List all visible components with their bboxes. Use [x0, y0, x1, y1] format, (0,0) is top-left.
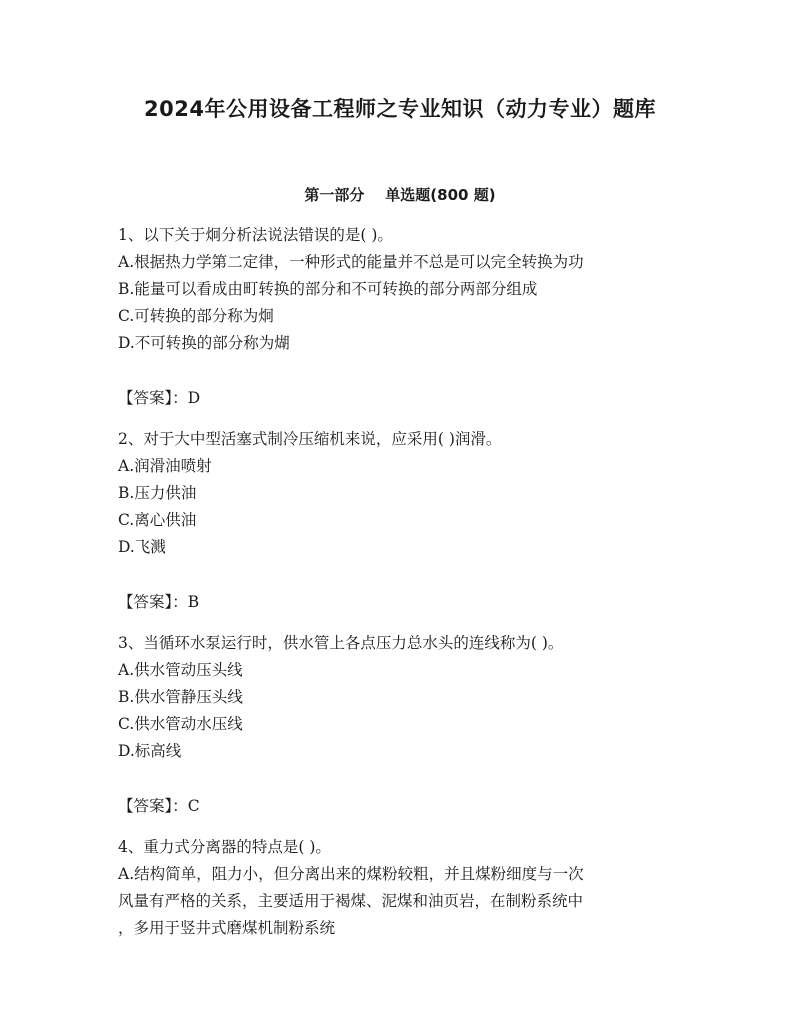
answer-line: 【答案】：D [118, 389, 201, 407]
option-d: D.标高线 [118, 742, 182, 760]
answer-line: 【答案】：C [118, 797, 200, 815]
question-stem: 2、对于大中型活塞式制冷压缩机来说，应采用( )润滑。 [118, 430, 502, 448]
option-d: D.不可转换的部分称为煳 [118, 334, 290, 352]
question-block [118, 426, 678, 561]
question-stem: 3、当循环水泵运行时，供水管上各点压力总水头的连线称为( )。 [118, 634, 564, 652]
option-d: D.飞溅 [118, 538, 166, 556]
option-a: A.结构简单，阻力小，但分离出来的煤粉较粗，并且煤粉细度与一次 [118, 865, 584, 883]
option-b: B.能量可以看成由町转换的部分和不可转换的部分两部分组成 [118, 280, 538, 298]
option-a: A.供水管动压头线 [118, 661, 243, 679]
question-block [118, 222, 678, 357]
question-block [118, 630, 678, 765]
option-a: A.润滑油喷射 [118, 457, 212, 475]
option-c: C.离心供油 [118, 511, 197, 529]
question-block [118, 834, 678, 942]
option-b: B.压力供油 [118, 484, 197, 502]
option-a-continued: ，多用于竖井式磨煤机制粉系统 [118, 919, 336, 937]
option-a-continued: 风量有严格的关系，主要适用于褐煤、泥煤和油页岩，在制粉系统中 [118, 892, 584, 910]
option-b: B.供水管静压头线 [118, 688, 243, 706]
answer-line: 【答案】：B [118, 593, 200, 611]
option-a: A.根据热力学第二定律，一种形式的能量并不总是可以完全转换为功 [118, 253, 584, 271]
option-c: C.供水管动水压线 [118, 715, 243, 733]
section-title: 第一部分 单选题(800 题) [304, 186, 496, 204]
document-title: 2024年公用设备工程师之专业知识（动力专业）题库 [144, 97, 656, 121]
question-stem: 4、重力式分离器的特点是( )。 [118, 838, 331, 856]
question-stem: 1、以下关于炯分析法说法错误的是( )。 [118, 226, 393, 244]
option-c: C.可转换的部分称为炯 [118, 307, 274, 325]
